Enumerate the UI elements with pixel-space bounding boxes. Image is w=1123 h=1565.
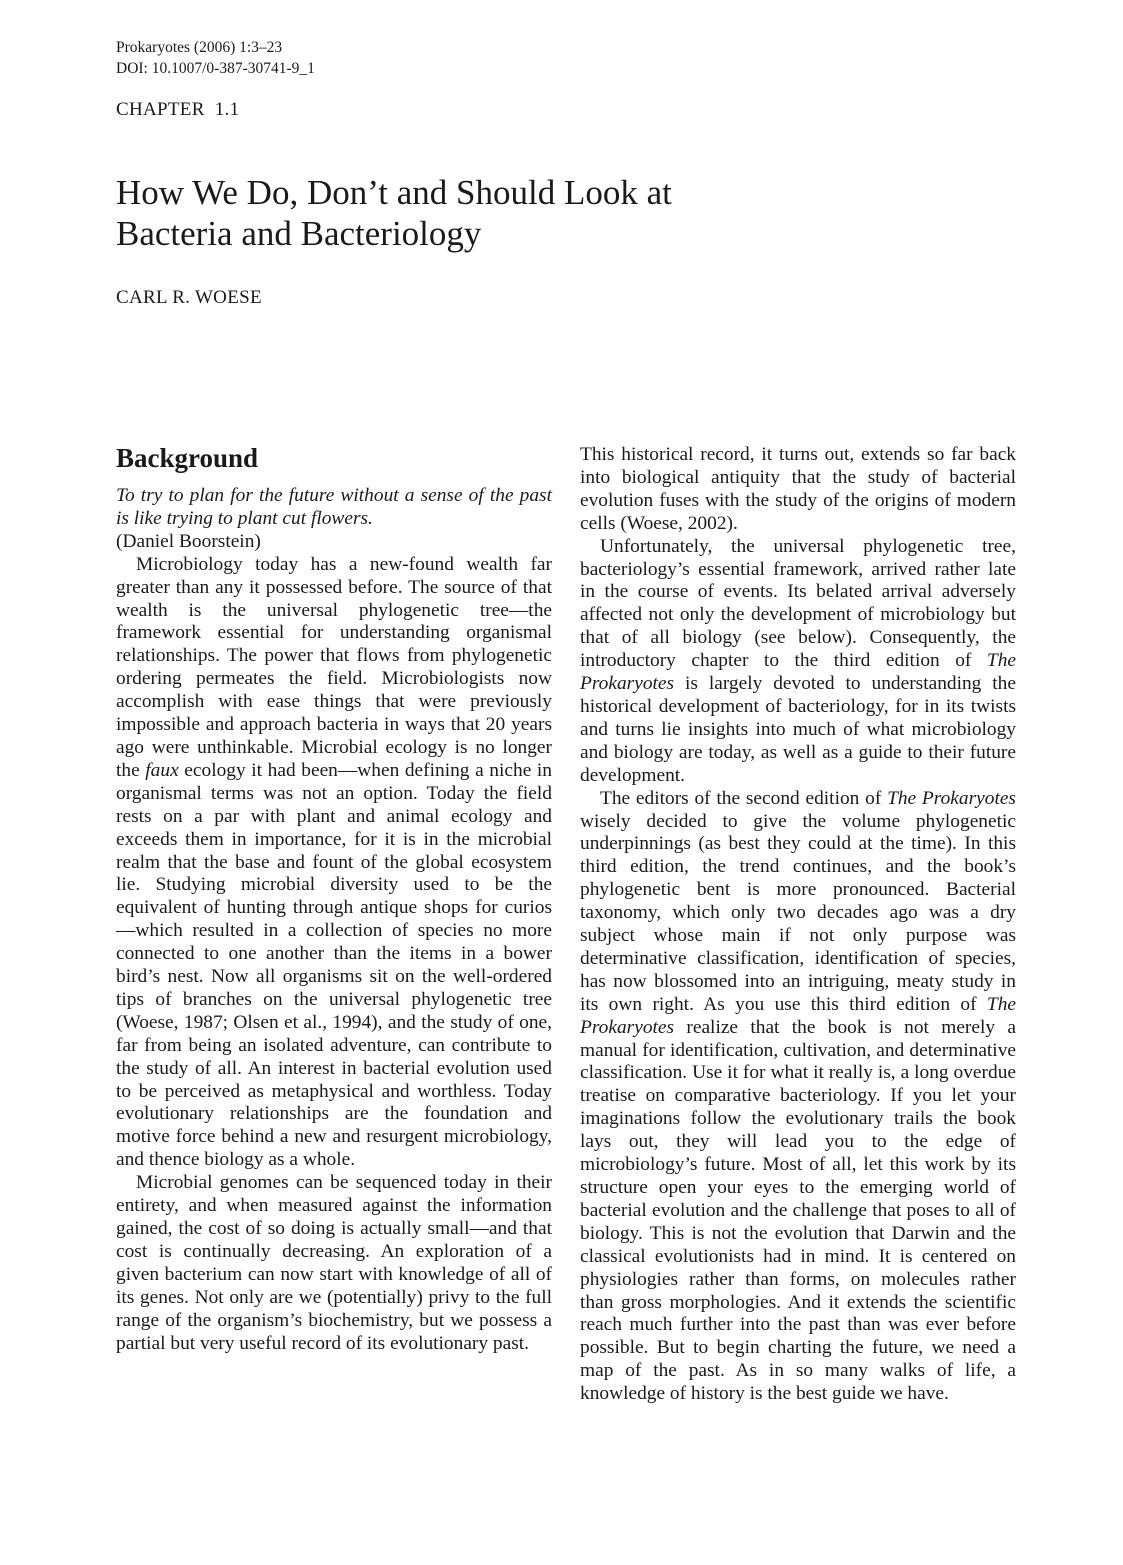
paragraph-4-italic: The Prokaryotes [580, 650, 1016, 695]
paragraph-5 [580, 788, 1016, 1406]
paragraph-5-part-1: The editors of the second edition of [600, 787, 888, 809]
paragraph-1-part-2: ecology it had been—when defining a niche in organismal terms was not an option. Today the field rests on a par with plant and animal ecology and exceeds them in importance, for it is in the microbial realm that the base and fount of the global ecosystem lie. Studying microbial diversity used to be the equivalent of hunting through antique shops for curios—which resulted in a collection of species no more connected to one another than the items in a bower bird’s nest. Now all organisms sit on the well-ordered tips of branches on the universal phylogenetic tree (Woese, 1987; Olsen et al., 1994), and the study of one, far from being an isolated adventure, can contribute to the study of all. An interest in bacterial evolution used to be perceived as metaphysical and worthless. Today evolutionary relationships are the foundation and motive force behind a new and resurgent microbiology, and thence biology as a whole. [116, 759, 552, 1171]
paragraph-5-part-3: realize that the book is not merely a manual for identification, cultivation, and determinative classification. Use it for what it really is, a long overdue treatise on comparative bacteriology. If you let your imaginations follow the evolutionary trails the book lays out, they will lead you to the edge of microbiology’s future. Most of all, let this work by its structure open your eyes to the emerging world of bacterial evolution and the challenge that poses to all of biology. This is not the evolution that Darwin and the classical evolutionists had in mind. It is centered on physiologies rather than forms, on molecules rather than gross morphologies. And it extends the scientific reach much further into the past than was ever before possible. But to begin charting the future, we need a map of the past. As in so many walks of life, a knowledge of history is the best guide we have. [580, 1016, 1016, 1405]
article-title [116, 172, 816, 254]
doi: DOI: 10.1007/0-387-30741-9_1 [116, 60, 315, 77]
epigraph-source: (Daniel Boorstein) [116, 530, 261, 552]
paragraph-1 [116, 554, 552, 1172]
paragraph-4-part-1: Unfortunately, the universal phylogenetic tree, bacteriology’s essential framework, arrived rather late in the course of events. Its belated arrival adversely affected not only the development of microbiology but that of all biology (see below). Consequently, the introductory chapter to the third edition of [580, 535, 1016, 672]
citation: Prokaryotes (2006) 1:3–23 [116, 39, 283, 56]
author-name: CARL R. WOESE [116, 287, 262, 308]
section-heading: Background [116, 443, 259, 473]
left-column [116, 443, 552, 1355]
paragraph-5-part-2: wisely decided to give the volume phylogenetic underpinnings (as best they could at the time). In this third edition, the trend continues, and the book’s phylogenetic bent is more pronounced. Bacterial taxonomy, which only two decades ago was a dry subject whose main if not only purpose was determinative classification, identification of species, has now blossomed into an intriguing, meaty study in its own right. As you use this third edition of [580, 810, 1016, 1015]
paragraph-1-part-1: Microbiology today has a new-found wealth far greater than any it possessed before. The source of that wealth is the universal phylogenetic tree—the framework essential for understanding organismal relationships. The power that flows from phylogenetic ordering permeates the field. Microbiologists now accomplish with ease things that were previously impossible and approach bacteria in ways that 20 years ago were unthinkable. Microbial ecology is no longer the [116, 553, 552, 781]
title-line-1: How We Do, Don’t and Should Look at [116, 173, 672, 212]
right-column [580, 444, 1016, 1406]
paragraph-4-part-2: is largely devoted to understanding the historical development of bacteriology, for in its twists and turns lie insights into much of what microbiology and biology are today, as well as a guide to their future development. [580, 673, 1016, 786]
paragraph-2: Microbial genomes can be sequenced today in their entirety, and when measured against the information gained, the cost of so doing is actually small—and that cost is continually decreasing. An exploration of a given bacterium can now start with knowledge of all of its genes. Not only are we (potentially) privy to the full range of the organism’s biochemistry, but we possess a partial but very useful record of its evolutionary past. [116, 1172, 552, 1354]
paragraph-3: This historical record, it turns out, extends so far back into biological antiquity that the study of bacterial evolution fuses with the study of the origins of modern cells (Woese, 2002). [580, 444, 1016, 534]
paragraph-5-italic-1: The Prokaryotes [887, 787, 1016, 809]
paragraph-5-italic-2: The Prokaryotes [580, 993, 1016, 1038]
title-line-2: Bacteria and Bacteriology [116, 214, 482, 253]
chapter-label: CHAPTER 1.1 [116, 99, 240, 120]
paragraph-4 [580, 536, 1016, 788]
running-header [116, 37, 315, 79]
paragraph-1-italic: faux [145, 759, 179, 781]
epigraph: To try to plan for the future without a sense of the past is like trying to plant cut flowers. [116, 485, 552, 529]
